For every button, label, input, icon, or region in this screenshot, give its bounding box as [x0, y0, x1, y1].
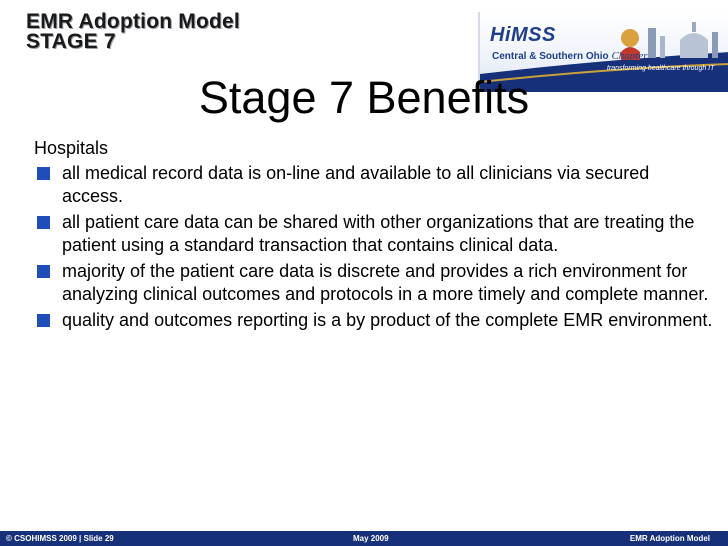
bullet-item — [37, 260, 714, 306]
bullet-item — [37, 211, 714, 257]
slide-footer — [0, 531, 728, 546]
footer-date: May 2009 — [353, 534, 389, 543]
square-bullet-icon — [37, 314, 50, 327]
square-bullet-icon — [37, 265, 50, 278]
slide-title: Stage 7 Benefits — [198, 72, 530, 123]
logo-chapter-region: Central & Southern Ohio — [492, 51, 609, 62]
bullet-list — [34, 162, 714, 332]
bullet-text: quality and outcomes reporting is a by product of the complete EMR environment. — [62, 310, 713, 330]
section-label: Hospitals — [34, 138, 109, 158]
himss-wordmark: HiMSS — [490, 24, 556, 46]
footer-presentation-title: EMR Adoption Model — [629, 534, 710, 543]
bullet-text: majority of the patient care data is discrete and provides a rich environment for analyzing clinical outcomes and protocols in a more timely and complete manner. — [62, 261, 709, 304]
square-bullet-icon — [37, 216, 50, 229]
logo-tagline: transforming healthcare through IT — [607, 65, 715, 72]
square-bullet-icon — [37, 167, 50, 180]
slide-header — [26, 12, 326, 52]
header-stage: STAGE 7 — [26, 30, 116, 53]
logo-chapter — [492, 50, 648, 62]
header-title: EMR Adoption Model — [26, 10, 240, 33]
bullet-text: all medical record data is on-line and available to all clinicians via secured access. — [62, 163, 650, 206]
bullet-item — [37, 162, 714, 208]
bullet-item — [37, 309, 714, 332]
footer-copyright-slide: © CSOHIMSS 2009 | Slide 29 — [6, 534, 114, 543]
bullet-text: all patient care data can be shared with other organizations that are treating the patient using a standard transaction that contains clinical data. — [62, 212, 695, 255]
logo-chapter-word: Chapter — [611, 50, 648, 62]
slide-content — [34, 136, 714, 335]
